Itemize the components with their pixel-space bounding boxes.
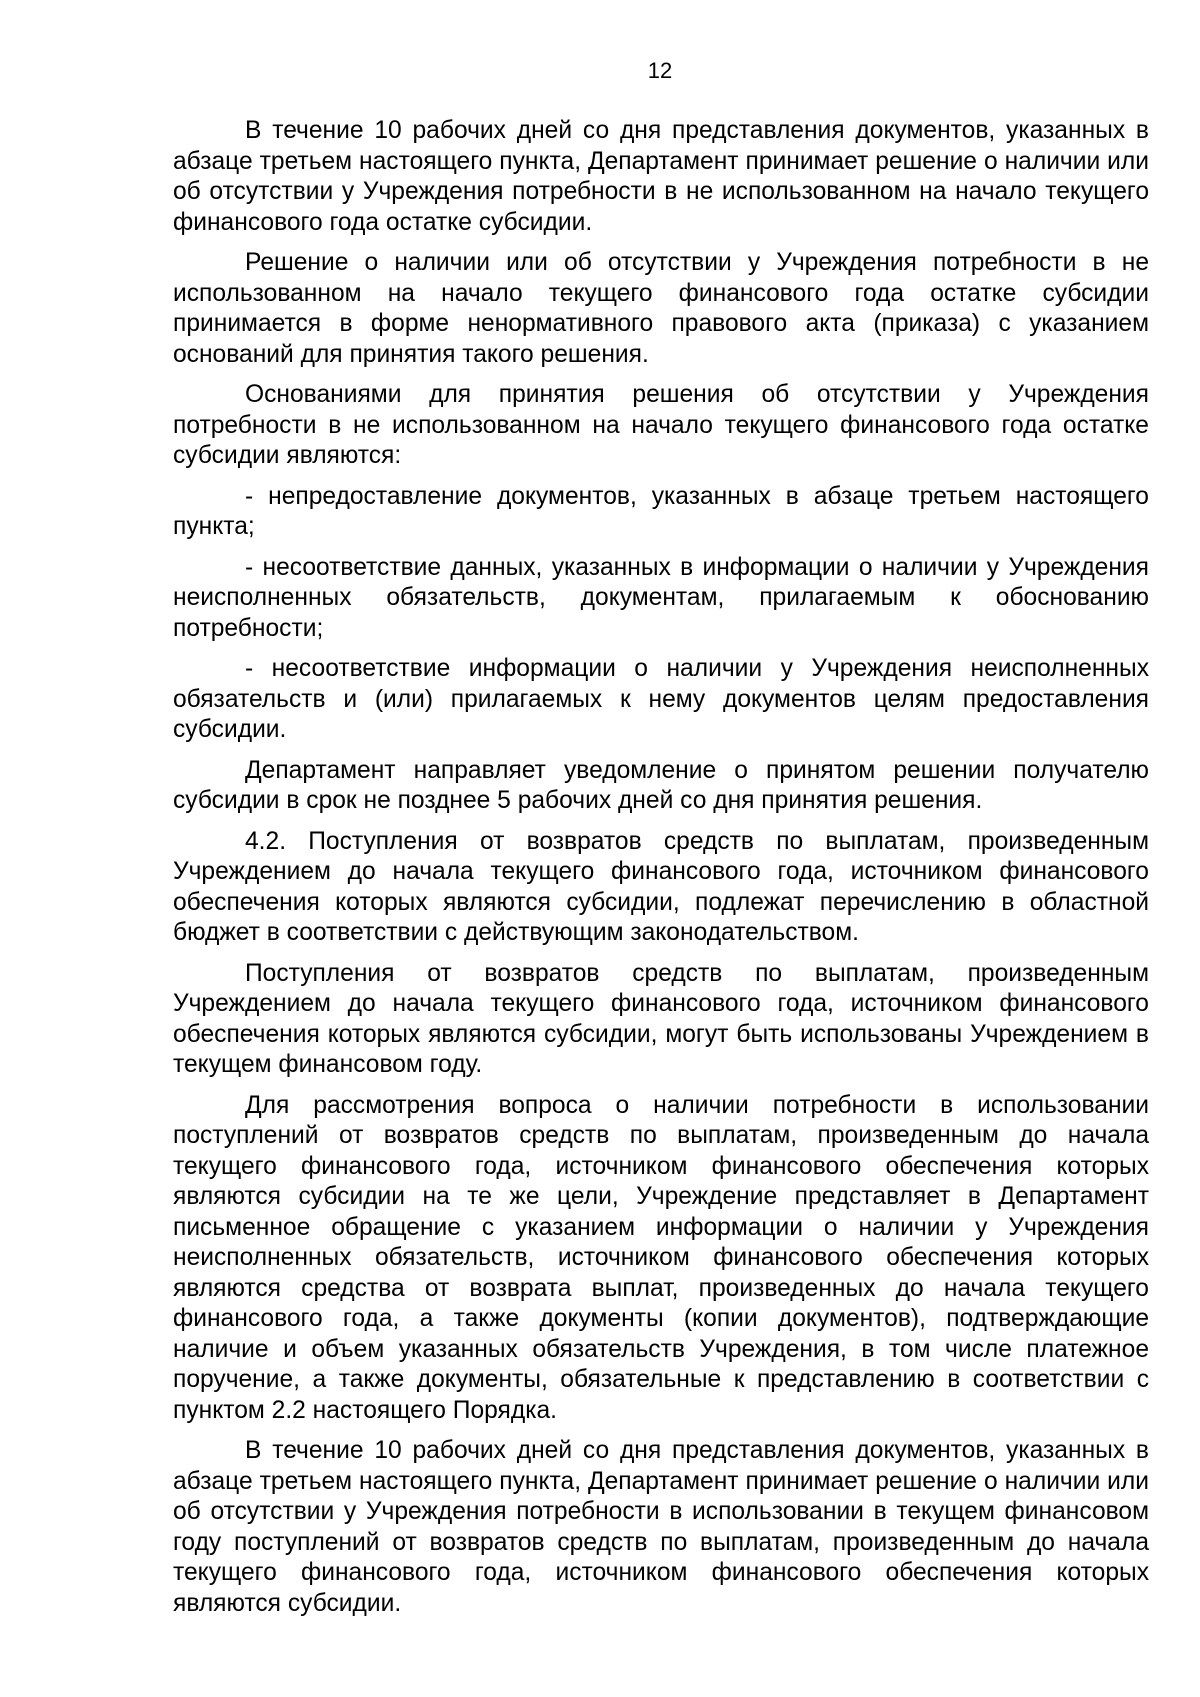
paragraph: В течение 10 рабочих дней со дня представления документов, указанных в абзаце третьем настоящего пункта, Департамент принимает решение о наличии или об отсутствии у Учреждения потребности в использовании в текущем финансовом году поступлений от возвратов средств по выплатам, произведенным до начала текущего финансового года, источником финансового обеспечения которых являются субсидии. [173,1437,1149,1617]
page-number: 12 [647,58,673,83]
list-item: - несоответствие информации о наличии у Учреждения неисполненных обязательств и (или) прилагаемых к нему документов целям предоставления субсидии. [173,655,1149,743]
list-item: - несоответствие данных, указанных в информации о наличии у Учреждения неисполненных обязательств, документам, прилагаемым к обоснованию потребности; [173,553,1149,642]
paragraph: Основаниями для принятия решения об отсутствии у Учреждения потребности в не использованном на начало текущего финансового года остатке субсидии являются: [173,381,1149,469]
paragraph: Решение о наличии или об отсутствии у Учреждения потребности в не использованном на начало текущего финансового года остатке субсидии принимается в форме ненормативного правового акта (приказа) с указанием оснований для принятия такого решения. [173,249,1149,368]
paragraph: Поступления от возвратов средств по выплатам, произведенным Учреждением до начала текущего финансового года, источником финансового обеспечения которых являются субсидии, могут быть использованы Учреждением в текущем финансовом году. [173,959,1149,1078]
section-paragraph: 4.2. Поступления от возвратов средств по выплатам, произведенным Учреждением до начала текущего финансового года, источником финансового обеспечения которых являются субсидии, подлежат перечислению в областной бюджет в соответствии с действующим законодательством. [173,827,1149,946]
paragraph: Департамент направляет уведомление о принятом решении получателю субсидии в срок не позднее 5 рабочих дней со дня принятия решения. [173,756,1149,814]
list-item: - непредоставление документов, указанных в абзаце третьем настоящего пункта; [173,482,1149,540]
document-body [173,116,1149,1629]
paragraph: Для рассмотрения вопроса о наличии потребности в использовании поступлений от возвратов средств по выплатам, произведенным до начала текущего финансового года, источником финансового обеспечения которых являются субсидии на те же цели, Учреждение представляет в Департамент письменное обращение с указанием информации о наличии у Учреждения неисполненных обязательств, источником финансового обеспечения которых являются средства от возврата выплат, произведенных до начала текущего финансового года, а также документы (копии документов), подтверждающие наличие и объем указанных обязательств Учреждения, в том числе платежное поручение, а также документы, обязательные к представлению в соответствии с пунктом 2.2 настоящего Порядка. [173,1091,1149,1424]
paragraph: В течение 10 рабочих дней со дня представления документов, указанных в абзаце третьем настоящего пункта, Департамент принимает решение о наличии или об отсутствии у Учреждения потребности в не использованном на начало текущего финансового года остатке субсидии. [173,117,1149,236]
